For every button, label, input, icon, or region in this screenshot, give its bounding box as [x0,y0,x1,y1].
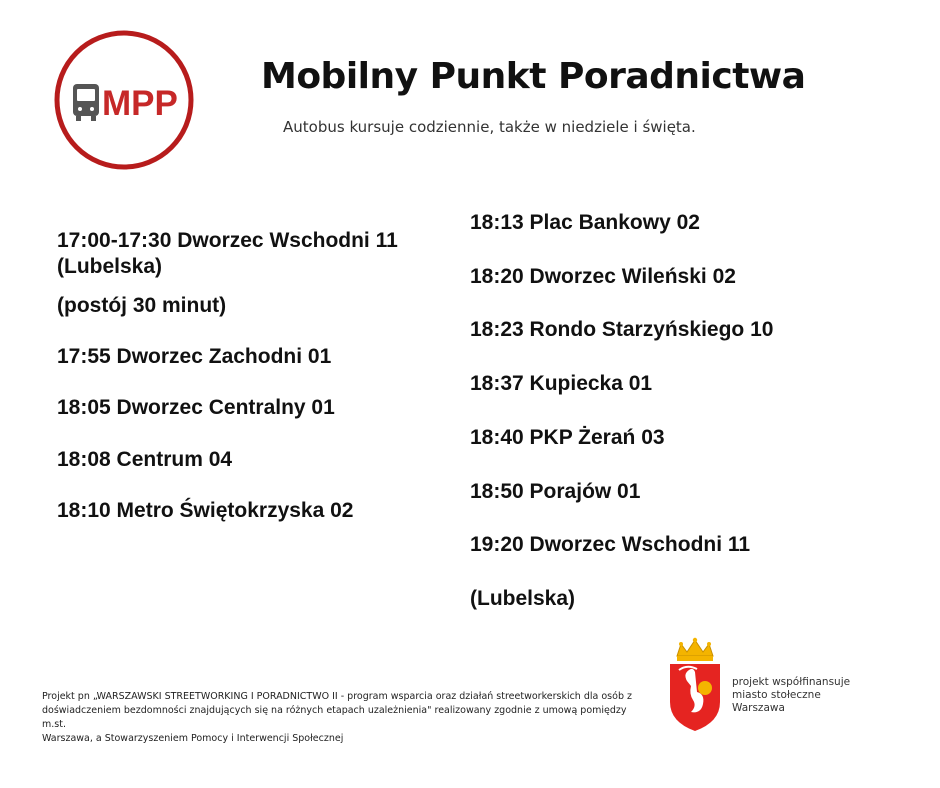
schedule-item: 17:55 Dworzec Zachodni 01 [57,345,332,368]
cofunding-line: miasto stołeczne [732,689,821,701]
schedule-item: (Lubelska) [57,255,163,278]
cofunding-line: Warszawa [732,702,785,714]
bus-icon [73,84,99,121]
page-title: Mobilny Punkt Poradnictwa [261,56,806,97]
schedule-item: 19:20 Dworzec Wschodni 11 [470,533,751,556]
schedule-item: 18:23 Rondo Starzyńskiego 10 [470,318,774,341]
schedule-item: 18:08 Centrum 04 [57,448,233,471]
page-subtitle: Autobus kursuje codziennie, także w niedziele i święta. [283,118,696,136]
schedule-item: 18:10 Metro Świętokrzyska 02 [57,499,354,522]
cofunding-line: projekt współfinansuje [732,676,851,688]
schedule-item: 18:13 Plac Bankowy 02 [470,211,700,234]
footnote-line: Warszawa, a Stowarzyszeniem Pomocy i Interwencji Społecznej [42,733,344,744]
mpp-logo [52,28,196,172]
schedule-item: 18:20 Dworzec Wileński 02 [470,265,736,288]
cofunding-note [732,676,850,715]
project-footnote [42,690,642,746]
schedule-item: 17:00-17:30 Dworzec Wschodni 11 [57,229,398,252]
warsaw-crest-icon [667,636,723,732]
logo-text: MPP [102,84,178,123]
schedule-item: (postój 30 minut) [57,294,227,317]
schedule-item: (Lubelska) [470,587,576,610]
schedule-item: 18:05 Dworzec Centralny 01 [57,396,335,419]
schedule-item: 18:40 PKP Żerań 03 [470,426,665,449]
footnote-line: Projekt pn „WARSZAWSKI STREETWORKING I PORADNICTWO II - program wsparcia oraz działań streetworkerskich dla osób z [42,691,632,702]
schedule-item: 18:37 Kupiecka 01 [470,372,653,395]
footnote-line: doświadczeniem bezdomności znajdujących się na różnych etapach uzależnienia" realizowany zgodnie z umową pomiędzy m.st. [42,705,627,730]
schedule-item: 18:50 Porajów 01 [470,480,641,503]
